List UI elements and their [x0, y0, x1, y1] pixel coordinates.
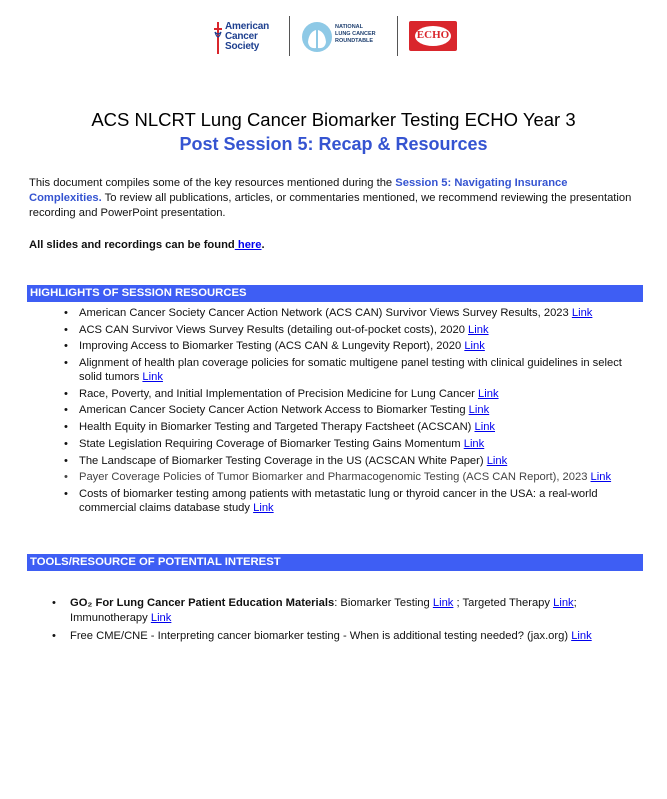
list-item: • Health Equity in Biomarker Testing and Targeted Therapy Factsheet (ACSCAN) Link	[64, 420, 639, 434]
resource-link[interactable]: Link	[253, 501, 274, 514]
resource-link[interactable]: Link	[486, 454, 508, 467]
list-item: • Race, Poverty, and Initial Implementation of Precision Medicine for Lung Cancer Link	[64, 387, 639, 401]
nlcrt-logo	[301, 18, 393, 56]
list-item: • Improving Access to Biomarker Testing (ACS CAN & Lungevity Report), 2020 Link	[64, 339, 639, 353]
resource-link[interactable]: Link	[474, 421, 496, 434]
resource-link[interactable]: Link	[590, 471, 612, 484]
cme-link[interactable]: Link	[571, 630, 592, 642]
acs-logo	[213, 20, 285, 56]
tools-heading: TOOLS/RESOURCE OF POTENTIAL INTEREST	[27, 554, 643, 571]
list-item: • GO₂ For Lung Cancer Patient Education Materials: Biomarker Testing Link ; Targeted Therapy Link; Immunotherapy Link	[52, 596, 642, 626]
biomarker-testing-link[interactable]: Link	[432, 597, 454, 609]
logo-header	[0, 16, 667, 60]
intro-paragraph: This document compiles some of the key resources mentioned during the Session 5: Navigating Insurance Complexities. To review all publications, articles, or commentaries mentioned, we recommend reviewing the presentation recording and PowerPoint presentation.	[29, 177, 632, 219]
list-item: • Payer Coverage Policies of Tumor Biomarker and Pharmacogenomic Testing (ACS CAN Report), 2023 Link	[64, 470, 639, 484]
nlcrt-logo-text: NATIONAL LUNG CANCER ROUNDTABLE	[335, 24, 376, 44]
tools-list	[52, 596, 642, 647]
resource-link[interactable]: Link	[468, 404, 490, 417]
echo-logo	[409, 21, 457, 51]
targeted-therapy-link[interactable]: Link	[553, 597, 574, 609]
page-title: ACS NLCRT Lung Cancer Biomarker Testing ECHO Year 3	[91, 109, 576, 130]
list-item: • Costs of biomarker testing among patients with metastatic lung or thyroid cancer in the USA: a real-world commercial claims database study Link	[64, 487, 639, 515]
highlights-list	[64, 306, 639, 518]
page-subtitle: Post Session 5: Recap & Resources	[179, 134, 488, 154]
list-item: • State Legislation Requiring Coverage of Biomarker Testing Gains Momentum Link	[64, 437, 639, 451]
list-item: • ACS CAN Survivor Views Survey Results (detailing out-of-pocket costs), 2020 Link	[64, 323, 639, 337]
lung-icon	[301, 18, 333, 56]
resource-link[interactable]: Link	[464, 340, 485, 353]
resource-link[interactable]: Link	[463, 437, 485, 450]
resource-link[interactable]: Link	[478, 387, 499, 400]
acs-sword-icon	[213, 20, 223, 56]
list-item: • Free CME/CNE - Interpreting cancer biomarker testing - When is additional testing needed? (jax.org) Link	[52, 629, 642, 644]
go2-title: GO₂ For Lung Cancer Patient Education Materials	[70, 597, 335, 609]
acs-logo-text: American Cancer Society	[225, 21, 269, 52]
list-item: • Alignment of health plan coverage policies for somatic multigene panel testing with clinical guidelines in select solid tumors Link	[64, 356, 639, 384]
slides-here-link[interactable]: here	[234, 239, 262, 251]
resource-link[interactable]: Link	[142, 371, 163, 384]
resource-link[interactable]: Link	[468, 323, 489, 336]
session-name: Session 5: Navigating Insurance Complexities.	[29, 177, 568, 204]
highlights-heading: HIGHLIGHTS OF SESSION RESOURCES	[27, 285, 643, 302]
list-item: • The Landscape of Biomarker Testing Coverage in the US (ACSCAN White Paper) Link	[64, 454, 639, 468]
slides-note: All slides and recordings can be found here.	[29, 239, 265, 251]
resource-link[interactable]: Link	[571, 307, 593, 319]
echo-logo-text: ECHO	[416, 29, 450, 41]
list-item: • American Cancer Society Cancer Action Network (ACS CAN) Survivor Views Survey Results, 2023 Link	[64, 306, 639, 320]
logo-divider	[397, 16, 398, 56]
list-item: • American Cancer Society Cancer Action Network Access to Biomarker Testing Link	[64, 403, 639, 417]
immunotherapy-link[interactable]: Link	[150, 612, 172, 624]
logo-divider	[289, 16, 290, 56]
